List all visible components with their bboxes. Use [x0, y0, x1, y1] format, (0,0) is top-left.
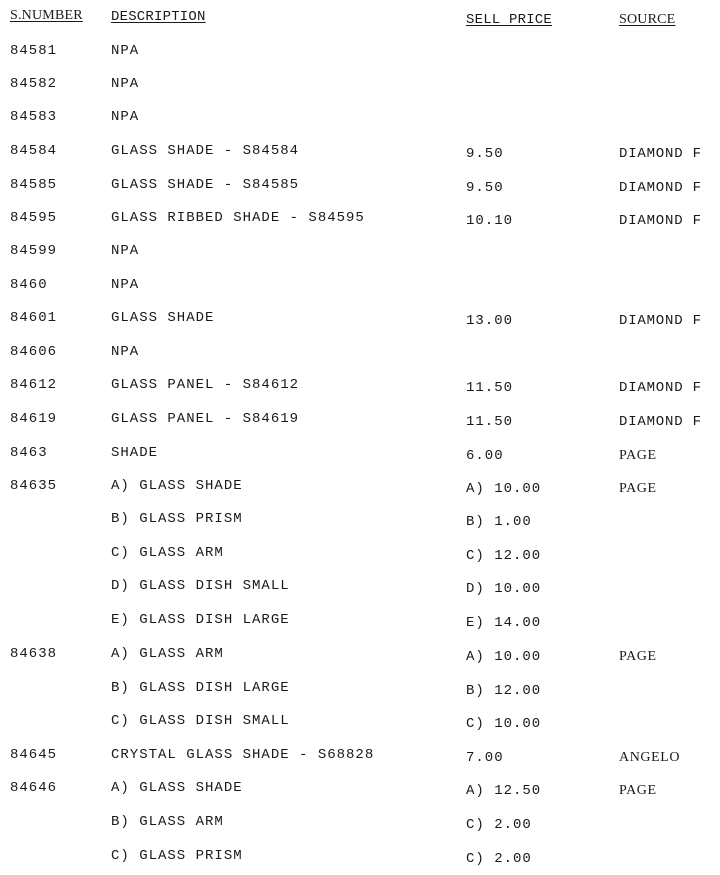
- header-sell-price: SELL PRICE: [466, 12, 553, 28]
- description-cell: GLASS PANEL - S84619: [111, 411, 300, 427]
- source-cell: DIAMOND F: [619, 414, 702, 430]
- source-cell: PAGE: [619, 649, 657, 664]
- sell-price-cell: 6.00: [466, 448, 504, 464]
- table-row: [0, 511, 720, 531]
- description-cell: NPA: [111, 344, 140, 360]
- sell-price-cell: 11.50: [466, 414, 514, 430]
- snumber-cell: 84619: [10, 411, 58, 427]
- table-row: [0, 713, 720, 733]
- table-row: [0, 277, 720, 297]
- source-cell: ANGELO: [619, 750, 681, 765]
- description-cell: GLASS PANEL - S84612: [111, 377, 300, 393]
- description-cell: NPA: [111, 277, 140, 293]
- snumber-cell: 84638: [10, 646, 58, 662]
- sell-price-cell: C) 2.00: [466, 851, 532, 867]
- sell-price-cell: A) 12.50: [466, 783, 542, 799]
- sell-price-cell: E) 14.00: [466, 615, 542, 631]
- table-row: [0, 109, 720, 129]
- source-cell: DIAMOND F: [619, 213, 702, 229]
- description-cell: A) GLASS SHADE: [111, 478, 243, 494]
- table-row: [0, 310, 720, 330]
- snumber-cell: 84599: [10, 243, 58, 259]
- snumber-cell: 84635: [10, 478, 58, 494]
- table-row: [0, 344, 720, 364]
- snumber-cell: 84585: [10, 177, 58, 193]
- description-cell: NPA: [111, 243, 140, 259]
- snumber-cell: 84646: [10, 780, 58, 796]
- description-cell: GLASS SHADE: [111, 310, 215, 326]
- snumber-cell: 84595: [10, 210, 58, 226]
- table-row: [0, 545, 720, 565]
- table-row: [0, 377, 720, 397]
- description-cell: NPA: [111, 76, 140, 92]
- description-cell: B) GLASS PRISM: [111, 511, 243, 527]
- sell-price-cell: C) 2.00: [466, 817, 532, 833]
- description-cell: SHADE: [111, 445, 159, 461]
- description-cell: C) GLASS PRISM: [111, 848, 243, 864]
- description-cell: C) GLASS DISH SMALL: [111, 713, 290, 729]
- description-cell: E) GLASS DISH LARGE: [111, 612, 290, 628]
- source-cell: DIAMOND F: [619, 180, 702, 196]
- table-row: [0, 478, 720, 498]
- snumber-cell: 84581: [10, 43, 58, 59]
- description-cell: B) GLASS DISH LARGE: [111, 680, 290, 696]
- table-row: [0, 814, 720, 834]
- sell-price-cell: B) 1.00: [466, 514, 532, 530]
- snumber-cell: 84584: [10, 143, 58, 159]
- sell-price-cell: 7.00: [466, 750, 504, 766]
- sell-price-cell: 10.10: [466, 213, 514, 229]
- source-cell: DIAMOND F: [619, 313, 702, 329]
- sell-price-cell: 11.50: [466, 380, 514, 396]
- source-cell: DIAMOND F: [619, 146, 702, 162]
- description-cell: GLASS RIBBED SHADE - S84595: [111, 210, 365, 226]
- header-description: DESCRIPTION: [111, 9, 206, 25]
- source-cell: DIAMOND F: [619, 380, 702, 396]
- snumber-cell: 84583: [10, 109, 58, 125]
- table-row: [0, 411, 720, 431]
- snumber-cell: 84612: [10, 377, 58, 393]
- snumber-cell: 84606: [10, 344, 58, 360]
- sell-price-cell: A) 10.00: [466, 649, 542, 665]
- description-cell: NPA: [111, 43, 140, 59]
- snumber-cell: 8463: [10, 445, 48, 461]
- table-row: [0, 848, 720, 868]
- snumber-cell: 84601: [10, 310, 58, 326]
- sell-price-cell: 9.50: [466, 146, 504, 162]
- description-cell: A) GLASS ARM: [111, 646, 224, 662]
- source-cell: PAGE: [619, 448, 657, 463]
- table-row: [0, 612, 720, 632]
- table-row: [0, 43, 720, 63]
- sell-price-cell: C) 10.00: [466, 716, 542, 732]
- table-row: [0, 177, 720, 197]
- description-cell: GLASS SHADE - S84585: [111, 177, 300, 193]
- snumber-cell: 8460: [10, 277, 48, 293]
- sell-price-cell: C) 12.00: [466, 548, 542, 564]
- description-cell: B) GLASS ARM: [111, 814, 224, 830]
- table-row: [0, 646, 720, 666]
- snumber-cell: 84582: [10, 76, 58, 92]
- table-row: [0, 143, 720, 163]
- header-source: SOURCE: [619, 12, 676, 27]
- source-cell: PAGE: [619, 481, 657, 496]
- table-row: [0, 780, 720, 800]
- snumber-cell: 84645: [10, 747, 58, 763]
- description-cell: GLASS SHADE - S84584: [111, 143, 300, 159]
- sell-price-cell: A) 10.00: [466, 481, 542, 497]
- sell-price-cell: D) 10.00: [466, 581, 542, 597]
- description-cell: D) GLASS DISH SMALL: [111, 578, 290, 594]
- description-cell: A) GLASS SHADE: [111, 780, 243, 796]
- table-row: [0, 76, 720, 96]
- description-cell: C) GLASS ARM: [111, 545, 224, 561]
- table-row: [0, 210, 720, 230]
- table-row: [0, 680, 720, 700]
- table-row: [0, 747, 720, 767]
- table-row: [0, 578, 720, 598]
- header-snumber: S.NUMBER: [10, 8, 83, 23]
- description-cell: CRYSTAL GLASS SHADE - S68828: [111, 747, 375, 763]
- sell-price-cell: B) 12.00: [466, 683, 542, 699]
- source-cell: PAGE: [619, 783, 657, 798]
- sell-price-cell: 9.50: [466, 180, 504, 196]
- sell-price-cell: 13.00: [466, 313, 514, 329]
- table-row: [0, 445, 720, 465]
- description-cell: NPA: [111, 109, 140, 125]
- table-row: [0, 243, 720, 263]
